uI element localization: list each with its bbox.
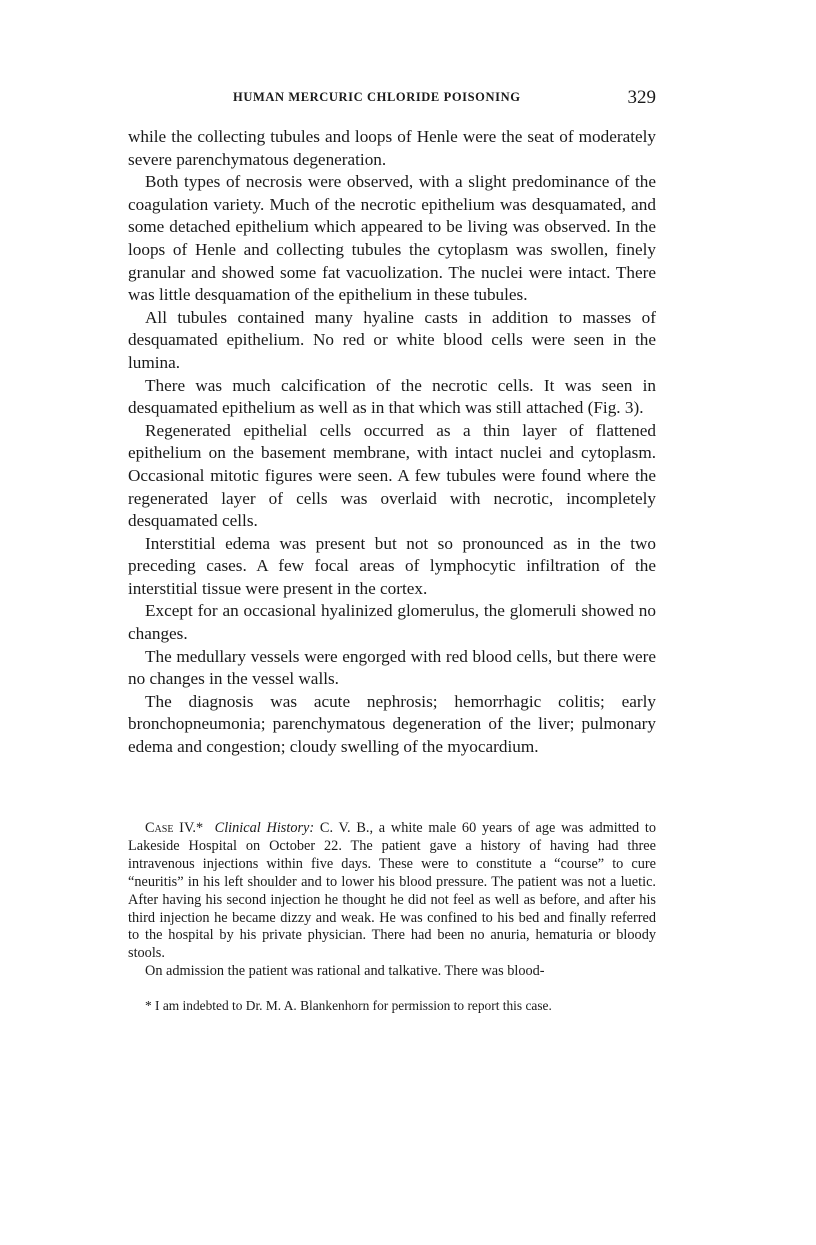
body-text xyxy=(128,126,656,759)
paragraph: Regenerated epithelial cells occurred as a thin layer of flattened epithelium on the basement membrane, with intact nuclei and cytoplasm. Occasional mitotic figures were seen. A few tubules were found where the regenerated layer of cells was overlaid with necrotic, incompletely desquamated cells. xyxy=(128,420,656,531)
paragraph: Both types of necrosis were observed, with a slight predominance of the coagulation variety. Much of the necrotic epithelium was desquamated, and some detached epithelium which appeared to be living was observed. In the loops of Henle and collecting tubules the cytoplasm was swollen, finely granular and showed some fat vacuolization. The nuclei were intact. There was little desquamation of the epithelium in these tubules. xyxy=(128,172,656,305)
paragraph: The diagnosis was acute nephrosis; hemorrhagic colitis; early bronchopneumonia; parenchymatous degeneration of the liver; pulmonary edema and congestion; cloudy swelling of the myocardium. xyxy=(128,691,656,757)
paragraph: Interstitial edema was present but not so pronounced as in the two preceding cases. A few focal areas of lymphocytic infiltration of the interstitial tissue were present in the cortex. xyxy=(128,533,656,598)
case-report xyxy=(128,820,656,981)
admission-paragraph: On admission the patient was rational and talkative. There was blood- xyxy=(145,963,545,980)
paragraph: There was much calcification of the necrotic cells. It was seen in desquamated epithelium as well as in that which was still attached (Fig. 3). xyxy=(128,375,656,418)
page-number: 329 xyxy=(627,87,656,108)
case-label: Case IV.* xyxy=(145,820,204,836)
page-header xyxy=(128,87,656,114)
running-title: HUMAN MERCURIC CHLORIDE POISONING xyxy=(233,90,521,104)
paragraph: The medullary vessels were engorged with red blood cells, but there were no changes in the vessel walls. xyxy=(128,646,656,689)
case-history-text: C. V. B., a white male 60 years of age was admitted to Lakeside Hospital on October 22. The patient gave a history of having had three intravenous injections within five days. These were to constitute a “course” to cure “neuritis” in his left shoulder and to lower his blood pressure. The patient was not a luetic. After having his second injection he thought he did not feel as well as before, and after his third injection he became dizzy and weak. He was confined to his bed and finally referred to the hospital by his private physician. There had been no anuria, hematuria or bloody stools. xyxy=(128,820,657,962)
paragraph: All tubules contained many hyaline casts in addition to masses of desquamated epithelium. No red or white blood cells were seen in the lumina. xyxy=(128,307,656,372)
footnote: * I am indebted to Dr. M. A. Blankenhorn for permission to report this case. xyxy=(145,998,552,1013)
paragraph: while the collecting tubules and loops of Henle were the seat of moderately severe parenchymatous degeneration. xyxy=(128,127,656,169)
case-heading: Clinical History: xyxy=(214,820,315,836)
case-history-paragraph xyxy=(128,820,656,963)
paragraph: Except for an occasional hyalinized glomerulus, the glomeruli showed no changes. xyxy=(128,601,656,644)
